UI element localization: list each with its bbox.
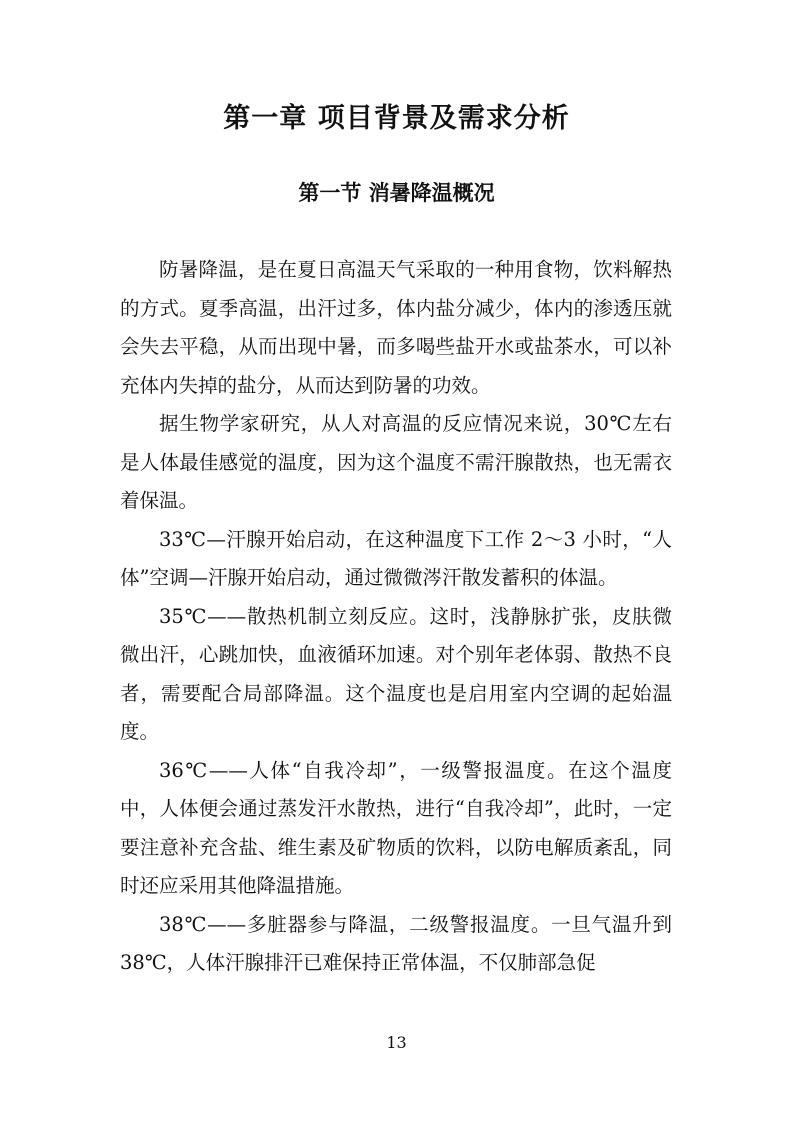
chapter-title: 第一章 项目背景及需求分析 (223, 103, 570, 134)
body-text (120, 251, 672, 983)
paragraph-heatstroke-prevention: 防暑降温，是在夏日高温天气采取的一种用食物，饮料解热的方式。夏季高温，出汗过多，体内盐分减少，体内的渗透压就会失去平稳，从而出现中暑，而多喝些盐开水或盐茶水，可以补充体内失掉的盐分，从而达到防暑的功效。 (120, 258, 672, 397)
paragraph-35c: 35℃——散热机制立刻反应。这时，浅静脉扩张，皮肤微微出汗，心跳加快，血液循环加速。对个别年老体弱、散热不良者，需要配合局部降温。这个温度也是启用室内空调的起始温度。 (120, 604, 672, 743)
paragraph-38c: 38℃——多脏器参与降温，二级警报温度。一旦气温升到 38℃，人体汗腺排汗已难保持正常体温，不仅肺部急促 (120, 912, 672, 974)
page-number: 13 (386, 1033, 407, 1052)
paragraph-30c: 据生物学家研究，从人对高温的反应情况来说，30℃左右是人体最佳感觉的温度，因为这个温度不需汗腺散热，也无需衣着保温。 (120, 412, 672, 512)
section-title: 第一节 消暑降温概况 (298, 181, 495, 205)
paragraph-36c: 36℃——人体“自我冷却”，一级警报温度。在这个温度中，人体便会通过蒸发汗水散热，进行“自我冷却”，此时，一定要注意补充含盐、维生素及矿物质的饮料，以防电解质紊乱，同时还应采用其他降温措施。 (120, 758, 672, 897)
paragraph-33c: 33℃—汗腺开始启动，在这种温度下工作 2～3 小时，“人体”空调—汗腺开始启动，通过微微涔汗散发蓄积的体温。 (120, 527, 672, 589)
